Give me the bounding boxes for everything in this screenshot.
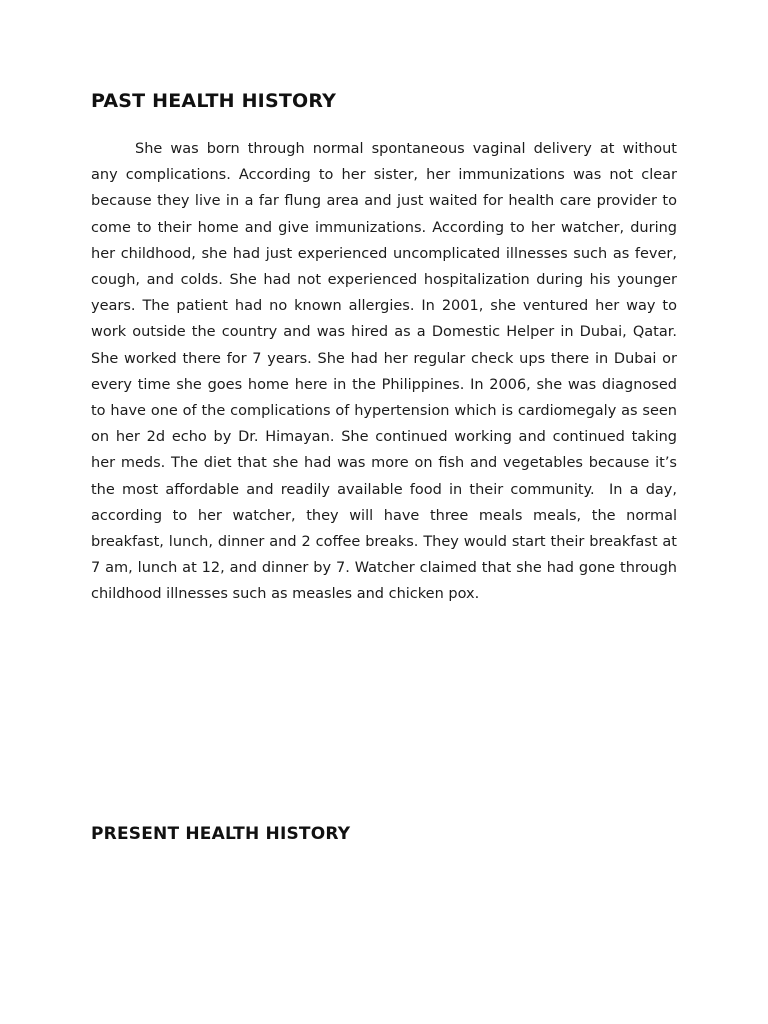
past-health-history-heading: PAST HEALTH HISTORY [91,90,337,112]
present-health-history-heading: PRESENT HEALTH HISTORY [91,824,351,844]
past-health-history-paragraph: She was born through normal spontaneous vaginal delivery at without any complications. According to her sister, her immunizations was not clear because they live in a far flung area and just waited for health care provider to come to their home and give immunizations. According to her watcher, during her childhood, she had just experienced uncomplicated illnesses such as fever, cough, and colds. She had not experienced hospitalization during his younger years. The patient had no known allergies. In 2001, she ventured her way to work outside the country and was hired as a Domestic Helper in Dubai, Qatar. She worked there for 7 years. She had her regular check ups there in Dubai or every time she goes home here in the Philippines. In 2006, she was diagnosed to have one of the complications of hypertension which is cardiomegaly as seen on her 2d echo by Dr. Himayan. She continued working and continued taking her meds. The diet that she had was more on fish and vegetables because it’s the most affordable and readily available food in their community. In a day, according to her watcher, they will have three meals meals, the normal breakfast, lunch, dinner and 2 coffee breaks. They would start their breakfast at 7 am, lunch at 12, and dinner by 7. Watcher claimed that she had gone through childhood illnesses such as measles and chicken pox. [91,141,682,603]
